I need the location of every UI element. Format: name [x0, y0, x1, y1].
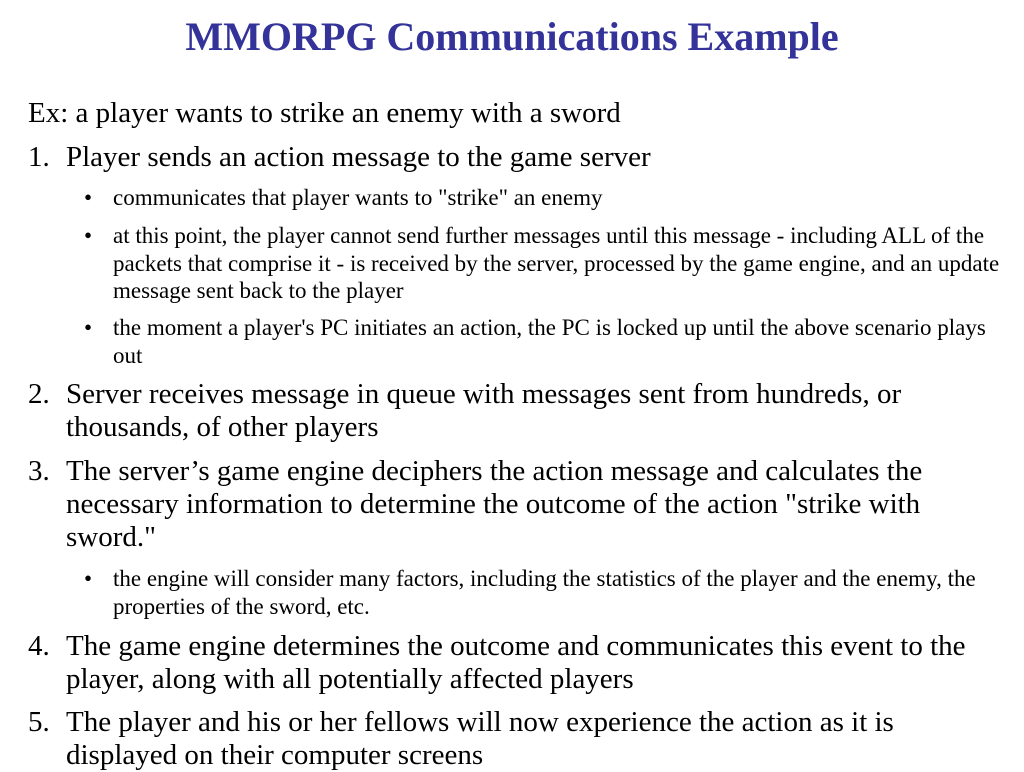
- bullet-text: the engine will consider many factors, including the statistics of the player and the enemy, the properties of the sword, etc.: [113, 566, 976, 619]
- bullet-icon: •: [84, 566, 93, 591]
- bullet-item: [84, 184, 1004, 212]
- step-item: [28, 455, 1003, 554]
- step-number: 2.: [28, 378, 50, 410]
- bullet-icon: •: [84, 185, 93, 210]
- step-text: The server’s game engine deciphers the action message and calculates the necessary information to determine the outcome of the action "strike with sword.": [66, 455, 923, 553]
- slide-title: MMORPG Communications Example: [185, 14, 839, 59]
- bullet-text: communicates that player wants to "strike" an enemy: [113, 185, 603, 210]
- step-number: 1.: [28, 141, 50, 173]
- bullet-icon: •: [84, 223, 93, 248]
- step-text: Server receives message in queue with messages sent from hundreds, or thousands, of other players: [66, 378, 902, 443]
- step-item: [28, 630, 1003, 696]
- bullet-item: [84, 314, 1004, 369]
- bullet-icon: •: [84, 315, 93, 340]
- step-text: The game engine determines the outcome and communicates this event to the player, along with all potentially affected players: [66, 630, 966, 695]
- step-number: 4.: [28, 630, 50, 662]
- bullet-text: the moment a player's PC initiates an action, the PC is locked up until the above scenario plays out: [113, 315, 986, 368]
- step-item: [28, 706, 1003, 772]
- step-item: [28, 141, 1003, 174]
- step-number: 3.: [28, 455, 50, 487]
- bullet-item: [84, 222, 1004, 305]
- intro-text: Ex: a player wants to strike an enemy with a sword: [28, 97, 621, 129]
- step-number: 5.: [28, 706, 50, 738]
- bullet-item: [84, 565, 1004, 620]
- bullet-text: at this point, the player cannot send further messages until this message - including ALL of the packets that comprise it - is received by the server, processed by the game engine, and an update message sent back to the player: [113, 223, 1000, 303]
- step-item: [28, 378, 1003, 444]
- step-text: Player sends an action message to the game server: [66, 141, 651, 173]
- step-text: The player and his or her fellows will now experience the action as it is displayed on their computer screens: [66, 706, 894, 771]
